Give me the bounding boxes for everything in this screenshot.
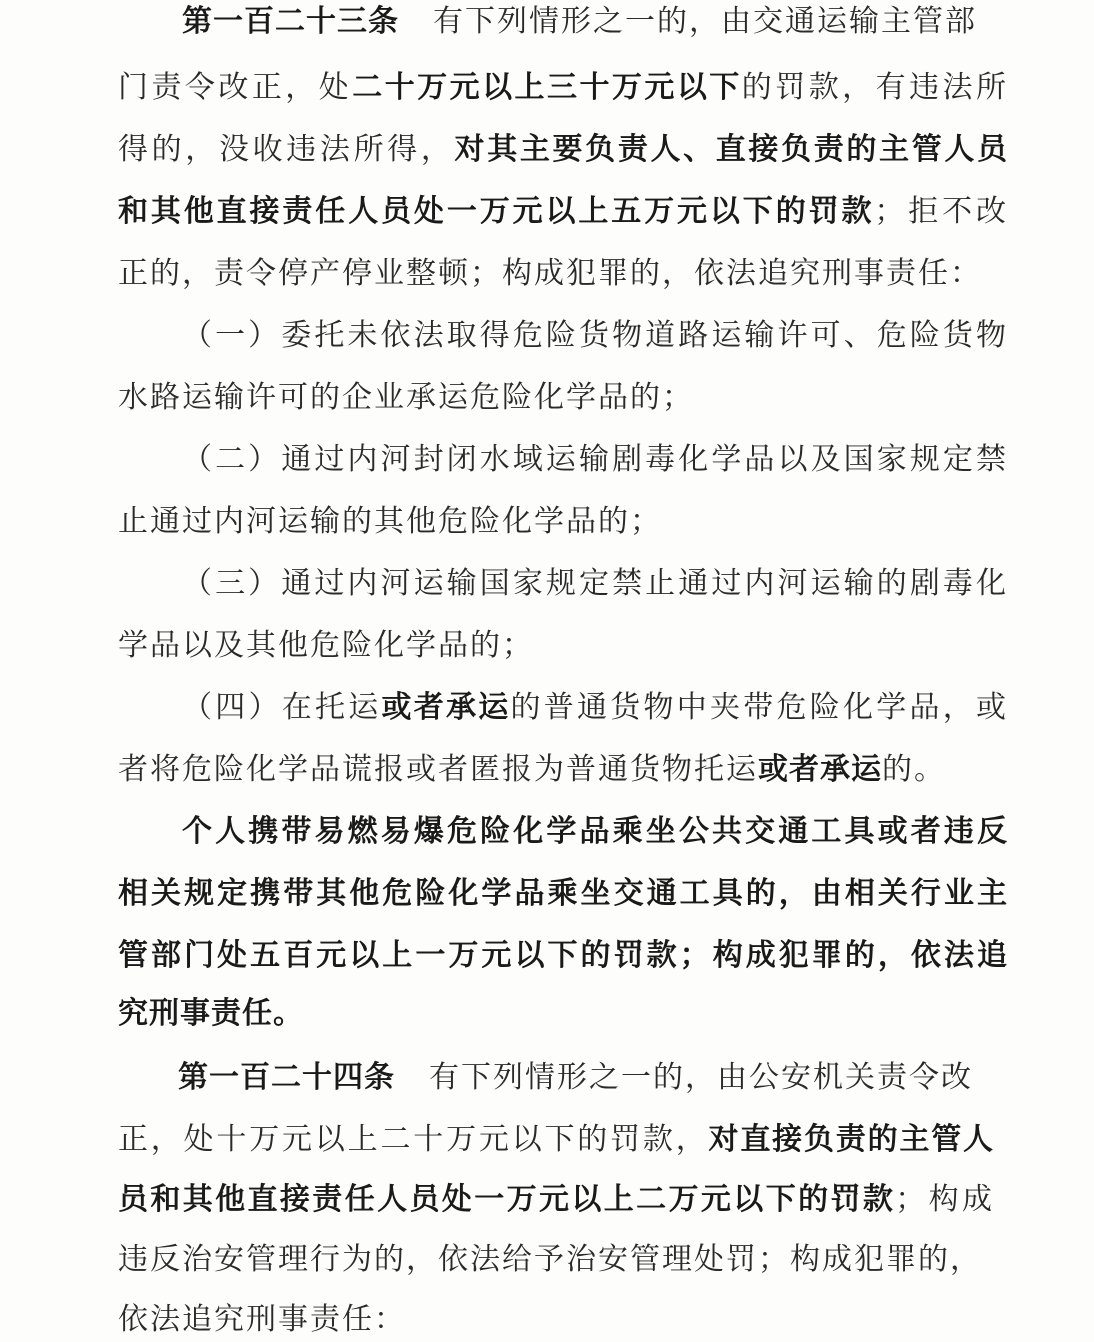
article-123-item-1-line-2: 水路运输许可的企业承运危险化学品的； <box>118 380 694 415</box>
article-123-item-4-line-2: 者将危险化学品谎报或者匿报为普通货物托运或者承运的。 <box>118 752 946 787</box>
article-124-line-4: 违反治安管理行为的，依法给予治安管理处罚；构成犯罪的， <box>118 1242 982 1277</box>
article-123-line-4: 和其他直接责任人员处一万元以上五万元以下的罚款；拒不改 <box>118 194 1009 229</box>
bold-paragraph-line-1: 个人携带易燃易爆危险化学品乘坐公共交通工具或者违反 <box>182 814 1008 849</box>
article-123-line-2: 门责令改正，处二十万元以上三十万元以下的罚款，有违法所 <box>118 70 1009 105</box>
bold-paragraph-line-3: 管部门处五百元以上一万元以下的罚款；构成犯罪的，依法追 <box>118 938 1008 973</box>
article-124-line-1: 第一百二十四条 有下列情形之一的，由公安机关责令改 <box>178 1060 973 1095</box>
article-123-line-3: 得的，没收违法所得，对其主要负责人、直接负责的主管人员 <box>118 132 1009 167</box>
article-123-line-1: 第一百二十三条 有下列情形之一的，由交通运输主管部 <box>182 4 977 39</box>
article-123-title: 第一百二十三条 <box>182 4 399 39</box>
article-124-line-5: 依法追究刑事责任： <box>118 1302 406 1337</box>
article-124-line-3: 员和其他直接责任人员处一万元以上二万元以下的罚款；构成 <box>118 1182 995 1217</box>
article-124-line-2: 正，处十万元以上二十万元以下的罚款，对直接负责的主管人 <box>118 1122 995 1157</box>
article-124-title: 第一百二十四条 <box>178 1060 395 1095</box>
article-123-item-4-line-1: （四）在托运或者承运的普通货物中夹带危险化学品，或 <box>182 690 1008 725</box>
bold-paragraph-line-4: 究刑事责任。 <box>118 996 304 1031</box>
article-123-item-3-line-1: （三）通过内河运输国家规定禁止通过内河运输的剧毒化 <box>182 566 1008 601</box>
article-123-item-1-line-1: （一）委托未依法取得危险货物道路运输许可、危险货物 <box>182 318 1008 353</box>
article-123-item-2-line-1: （二）通过内河封闭水域运输剧毒化学品以及国家规定禁 <box>182 442 1008 477</box>
article-123-item-2-line-2: 止通过内河运输的其他危险化学品的； <box>118 504 662 539</box>
article-123-line-5: 正的，责令停产停业整顿；构成犯罪的，依法追究刑事责任： <box>118 256 982 291</box>
article-123-item-3-line-2: 学品以及其他危险化学品的； <box>118 628 534 663</box>
bold-paragraph-line-2: 相关规定携带其他危险化学品乘坐交通工具的，由相关行业主 <box>118 876 1008 911</box>
